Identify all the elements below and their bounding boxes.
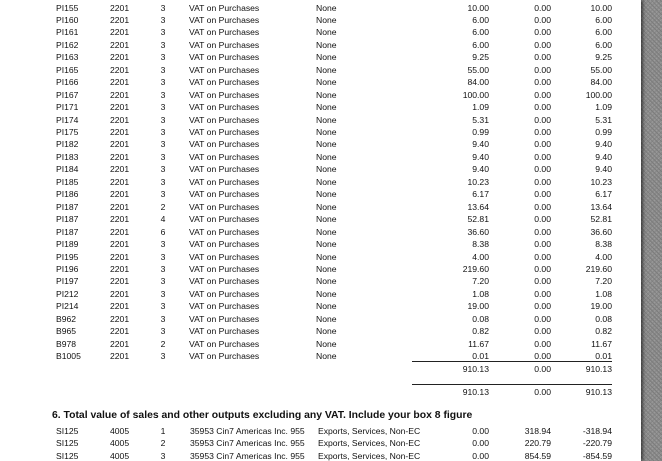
cell-gross: 9.40 [595, 164, 612, 175]
cell-details: VAT on Purchases [189, 263, 260, 274]
table-row [0, 288, 641, 300]
cell-net: 0.82 [472, 326, 489, 337]
cell-ref: PI174 [56, 114, 79, 125]
cell-line: 3 [160, 102, 166, 113]
table-row [0, 39, 641, 51]
table-row [0, 226, 641, 238]
cell-gross: 1.08 [595, 288, 612, 299]
cell-nominal: 2201 [110, 326, 130, 337]
cell-analysis: None [316, 338, 337, 349]
cell-nominal: 2201 [110, 276, 130, 287]
cell-net: 6.00 [472, 14, 489, 25]
cell-tax: 0.00 [534, 164, 551, 175]
table-row [0, 313, 641, 325]
table-row [0, 138, 641, 150]
table-row [0, 176, 641, 188]
cell-gross: 9.40 [595, 139, 612, 150]
cell-gross: 6.17 [595, 189, 612, 200]
cell-nominal: 2201 [110, 77, 130, 88]
cell-details: VAT on Purchases [189, 351, 260, 362]
cell-ref: PI212 [56, 288, 79, 299]
cell-ref: PI182 [56, 139, 79, 150]
cell-line: 2 [160, 338, 166, 349]
cell-tax: 0.00 [534, 77, 551, 88]
cell-net: 11.67 [468, 338, 489, 349]
cell-analysis: None [316, 214, 337, 225]
cell-details: VAT on Purchases [189, 189, 260, 200]
cell-nominal: 2201 [110, 139, 130, 150]
cell-net: 10.23 [467, 176, 489, 187]
cell-line: 3 [160, 251, 166, 262]
cell-details: VAT on Purchases [189, 14, 260, 25]
cell-line: 3 [160, 151, 166, 162]
cell-line: 3 [160, 164, 166, 175]
cell-nominal: 2201 [110, 102, 130, 113]
cell-analysis: None [316, 226, 337, 237]
cell-gross: -220.79 [582, 438, 612, 449]
cell-nominal: 2201 [110, 39, 130, 50]
cell-tax: 0.00 [534, 351, 551, 362]
cell-net: 0.00 [472, 438, 489, 449]
cell-analysis: None [316, 351, 337, 362]
table-row [0, 425, 641, 437]
cell-details: VAT on Purchases [189, 164, 260, 175]
cell-tax: 220.79 [524, 438, 551, 449]
cell-gross: 52.81 [590, 214, 612, 225]
table-row [0, 76, 641, 88]
cell-ref: B962 [56, 313, 77, 324]
cell-line: 2 [160, 201, 166, 212]
cell-net: 0.01 [472, 351, 489, 362]
cell-nominal: 2201 [110, 27, 130, 38]
cell-line: 3 [160, 288, 166, 299]
cell-gross: 6.00 [595, 39, 612, 50]
cell-nominal: 2201 [110, 164, 130, 175]
cell-ref: SI125 [56, 438, 79, 449]
cell-net: 9.40 [472, 151, 489, 162]
cell-net: 84.00 [467, 77, 489, 88]
cell-line: 3 [160, 450, 166, 461]
table-row [0, 238, 641, 250]
cell-ref: PI195 [56, 251, 79, 262]
cell-nominal: 2201 [110, 127, 130, 137]
cell-gross: -318.94 [582, 426, 612, 436]
cell-nominal: 2201 [110, 114, 130, 125]
cell-ref: PI197 [56, 276, 79, 287]
cell-gross: 0.99 [595, 127, 612, 137]
cell-tax: 0.00 [534, 189, 551, 200]
cell-details: VAT on Purchases [189, 239, 260, 250]
cell-gross: 100.00 [585, 89, 612, 100]
cell-line: 3 [160, 127, 166, 137]
cell-account: 35953 Cin7 Americas Inc. 955 [190, 450, 305, 461]
cell-details: Exports, Services, Non-EC [318, 450, 421, 461]
cell-tax: 0.00 [534, 2, 551, 13]
cell-ref: PI161 [56, 27, 79, 38]
cell-tax: 0.00 [534, 326, 551, 337]
cell-ref: PI187 [56, 226, 79, 237]
cell-tax: 0.00 [534, 301, 551, 312]
cell-gross: 13.64 [590, 201, 612, 212]
cell-details: VAT on Purchases [189, 139, 260, 150]
cell-ref: PI162 [56, 39, 79, 50]
cell-ref: PI187 [56, 201, 79, 212]
cell-analysis: None [316, 102, 337, 113]
cell-gross: 36.60 [590, 226, 612, 237]
cell-tax: 0.00 [534, 338, 551, 349]
table-row [0, 163, 641, 175]
cell-line: 3 [160, 176, 166, 187]
cell-gross: -854.59 [582, 450, 612, 461]
table-row [0, 114, 641, 126]
cell-details: VAT on Purchases [189, 102, 260, 113]
cell-tax: 0.00 [534, 127, 551, 137]
cell-tax: 0.00 [534, 27, 551, 38]
cell-analysis: None [316, 326, 337, 337]
cell-tax: 0.00 [534, 251, 551, 262]
cell-net: 5.31 [472, 114, 489, 125]
cell-ref: B965 [56, 326, 77, 337]
cell-details: VAT on Purchases [189, 214, 260, 225]
cell-nominal: 2201 [110, 64, 130, 75]
cell-analysis: None [316, 14, 337, 25]
cell-ref: PI196 [56, 263, 79, 274]
table-row [0, 213, 641, 225]
cell-net: 1.09 [472, 102, 489, 113]
cell-details: VAT on Purchases [189, 64, 260, 75]
cell-ref: PI165 [56, 64, 79, 75]
cell-nominal: 2201 [110, 239, 130, 250]
cell-tax: 0.00 [534, 114, 551, 125]
subtotal-net: 910.13 [462, 364, 489, 374]
cell-net: 36.60 [467, 226, 489, 237]
cell-analysis: None [316, 27, 337, 38]
table-row [0, 101, 641, 113]
table-row [0, 151, 641, 163]
table-row [0, 126, 641, 138]
cell-ref: PI155 [56, 2, 79, 13]
cell-analysis: None [316, 64, 337, 75]
cell-nominal: 4005 [110, 426, 130, 436]
cell-line: 3 [160, 326, 166, 337]
cell-line: 3 [160, 263, 166, 274]
cell-details: VAT on Purchases [189, 151, 260, 162]
cell-gross: 84.00 [590, 77, 612, 88]
cell-nominal: 2201 [110, 351, 130, 362]
cell-tax: 0.00 [534, 226, 551, 237]
cell-tax: 0.00 [534, 14, 551, 25]
cell-tax: 854.59 [524, 450, 551, 461]
cell-analysis: None [316, 239, 337, 250]
cell-details: VAT on Purchases [189, 127, 260, 137]
cell-tax: 0.00 [534, 201, 551, 212]
cell-analysis: None [316, 39, 337, 50]
cell-nominal: 2201 [110, 151, 130, 162]
table-row [0, 51, 641, 63]
cell-line: 6 [160, 226, 166, 237]
cell-analysis: None [316, 151, 337, 162]
cell-net: 9.25 [472, 52, 489, 63]
total-tax: 0.00 [534, 387, 551, 397]
cell-analysis: None [316, 114, 337, 125]
cell-details: VAT on Purchases [189, 114, 260, 125]
cell-gross: 9.40 [595, 151, 612, 162]
cell-nominal: 2201 [110, 176, 130, 187]
cell-ref: PI166 [56, 77, 79, 88]
cell-tax: 0.00 [534, 313, 551, 324]
cell-line: 3 [160, 139, 166, 150]
cell-tax: 0.00 [534, 276, 551, 287]
cell-net: 13.64 [467, 201, 489, 212]
cell-tax: 0.00 [534, 64, 551, 75]
table-row [0, 263, 641, 275]
cell-nominal: 2201 [110, 338, 130, 349]
cell-nominal: 2201 [110, 301, 130, 312]
cell-analysis: None [316, 89, 337, 100]
table-row [0, 338, 641, 350]
table-row [0, 201, 641, 213]
table-row [0, 64, 641, 76]
cell-details: Exports, Services, Non-EC [318, 426, 421, 436]
cell-nominal: 4005 [110, 438, 130, 449]
cell-line: 3 [160, 313, 166, 324]
cell-net: 9.40 [472, 139, 489, 150]
cell-net: 4.00 [472, 251, 489, 262]
cell-analysis: None [316, 288, 337, 299]
cell-tax: 0.00 [534, 176, 551, 187]
cell-details: VAT on Purchases [189, 201, 260, 212]
cell-line: 3 [160, 301, 166, 312]
cell-nominal: 2201 [110, 189, 130, 200]
cell-line: 3 [160, 276, 166, 287]
cell-net: 0.00 [472, 450, 489, 461]
cell-ref: B1005 [56, 351, 81, 362]
cell-ref: PI167 [56, 89, 79, 100]
cell-tax: 0.00 [534, 139, 551, 150]
table-row [0, 275, 641, 287]
cell-details: VAT on Purchases [189, 276, 260, 287]
cell-analysis: None [316, 164, 337, 175]
cell-nominal: 2201 [110, 52, 130, 63]
total-gross: 910.13 [585, 387, 612, 397]
total-net: 910.13 [462, 387, 489, 397]
cell-ref: PI160 [56, 14, 79, 25]
cell-analysis: None [316, 276, 337, 287]
cell-ref: PI185 [56, 176, 79, 187]
cell-details: VAT on Purchases [189, 338, 260, 349]
table-row [0, 14, 641, 26]
cell-ref: PI214 [56, 301, 79, 312]
cell-tax: 0.00 [534, 263, 551, 274]
cell-analysis: None [316, 251, 337, 262]
cell-analysis: None [316, 313, 337, 324]
cell-details: VAT on Purchases [189, 251, 260, 262]
cell-net: 9.40 [472, 164, 489, 175]
cell-line: 4 [160, 214, 166, 225]
cell-net: 100.00 [462, 89, 489, 100]
cell-gross: 0.01 [595, 351, 612, 362]
cell-tax: 0.00 [534, 89, 551, 100]
cell-gross: 11.67 [591, 338, 612, 349]
cell-analysis: None [316, 201, 337, 212]
cell-line: 3 [160, 14, 166, 25]
cell-line: 3 [160, 239, 166, 250]
subtotal-tax: 0.00 [534, 364, 551, 374]
cell-ref: PI183 [56, 151, 79, 162]
cell-details: VAT on Purchases [189, 326, 260, 337]
cell-gross: 5.31 [595, 114, 612, 125]
cell-details: VAT on Purchases [189, 2, 260, 13]
subtotal-gross: 910.13 [585, 364, 612, 374]
cell-analysis: None [316, 77, 337, 88]
cell-nominal: 2201 [110, 14, 130, 25]
cell-details: VAT on Purchases [189, 176, 260, 187]
cell-line: 3 [160, 64, 166, 75]
cell-line: 3 [160, 351, 166, 362]
subtotal-rule [412, 361, 612, 362]
cell-line: 3 [160, 189, 166, 200]
cell-tax: 0.00 [534, 288, 551, 299]
cell-nominal: 4005 [110, 450, 130, 461]
cell-analysis: None [316, 176, 337, 187]
cell-net: 0.08 [472, 313, 489, 324]
cell-analysis: None [316, 263, 337, 274]
cell-analysis: None [316, 2, 337, 13]
cell-line: 3 [160, 2, 166, 13]
cell-line: 3 [160, 89, 166, 100]
cell-net: 6.17 [472, 189, 489, 200]
cell-gross: 1.09 [595, 102, 612, 113]
total-rule [412, 384, 612, 385]
table-row [0, 188, 641, 200]
cell-details: Exports, Services, Non-EC [318, 438, 421, 449]
table-row [0, 2, 641, 14]
cell-analysis: None [316, 301, 337, 312]
cell-nominal: 2201 [110, 226, 130, 237]
table-row [0, 251, 641, 263]
cell-ref: PI184 [56, 164, 79, 175]
cell-ref: SI125 [56, 450, 79, 461]
cell-details: VAT on Purchases [189, 27, 260, 38]
cell-nominal: 2201 [110, 89, 130, 100]
cell-gross: 6.00 [595, 14, 612, 25]
cell-tax: 0.00 [534, 151, 551, 162]
cell-net: 6.00 [472, 27, 489, 38]
cell-net: 10.00 [467, 2, 489, 13]
cell-analysis: None [316, 139, 337, 150]
table-row [0, 26, 641, 38]
cell-gross: 8.38 [595, 239, 612, 250]
cell-details: VAT on Purchases [189, 288, 260, 299]
cell-tax: 0.00 [534, 102, 551, 113]
cell-analysis: None [316, 189, 337, 200]
cell-ref: PI189 [56, 239, 79, 250]
cell-net: 0.99 [472, 127, 489, 137]
cell-ref: PI171 [56, 102, 79, 113]
cell-account: 35953 Cin7 Americas Inc. 955 [190, 426, 305, 436]
cell-net: 6.00 [472, 39, 489, 50]
cell-analysis: None [316, 127, 337, 137]
cell-net: 0.00 [472, 426, 489, 436]
cell-details: VAT on Purchases [189, 39, 260, 50]
cell-line: 2 [160, 438, 166, 449]
cell-tax: 0.00 [534, 52, 551, 63]
cell-nominal: 2201 [110, 263, 130, 274]
cell-net: 7.20 [472, 276, 489, 287]
cell-ref: B978 [56, 338, 77, 349]
cell-nominal: 2201 [110, 313, 130, 324]
cell-details: VAT on Purchases [189, 313, 260, 324]
cell-tax: 0.00 [534, 39, 551, 50]
table-row [0, 89, 641, 101]
cell-gross: 0.08 [595, 313, 612, 324]
cell-net: 8.38 [472, 239, 489, 250]
cell-details: VAT on Purchases [189, 226, 260, 237]
cell-nominal: 2201 [110, 201, 130, 212]
cell-line: 3 [160, 114, 166, 125]
section-6-heading: 6. Total value of sales and other outputs excluding any VAT. Include your box 8 figure [52, 410, 473, 421]
table-row [0, 300, 641, 312]
cell-line: 3 [160, 39, 166, 50]
cell-gross: 9.25 [595, 52, 612, 63]
cell-nominal: 2201 [110, 214, 130, 225]
cell-nominal: 2201 [110, 2, 130, 13]
cell-line: 1 [160, 426, 166, 436]
cell-ref: PI186 [56, 189, 79, 200]
cell-net: 52.81 [467, 214, 489, 225]
cell-details: VAT on Purchases [189, 52, 260, 63]
cell-gross: 55.00 [590, 64, 612, 75]
cell-ref: PI187 [56, 214, 79, 225]
table-row [0, 450, 641, 461]
cell-ref: SI125 [56, 426, 79, 436]
cell-gross: 7.20 [595, 276, 612, 287]
cell-net: 55.00 [467, 64, 489, 75]
cell-gross: 0.82 [595, 326, 612, 337]
cell-line: 3 [160, 27, 166, 38]
cell-net: 219.60 [462, 263, 489, 274]
cell-tax: 318.94 [524, 426, 551, 436]
cell-nominal: 2201 [110, 288, 130, 299]
table-row [0, 437, 641, 449]
cell-line: 3 [160, 52, 166, 63]
cell-ref: PI163 [56, 52, 79, 63]
cell-gross: 6.00 [595, 27, 612, 38]
table-row [0, 325, 641, 337]
cell-gross: 19.00 [590, 301, 612, 312]
cell-gross: 4.00 [595, 251, 612, 262]
cell-gross: 10.00 [590, 2, 612, 13]
cell-line: 3 [160, 77, 166, 88]
cell-analysis: None [316, 52, 337, 63]
cell-details: VAT on Purchases [189, 301, 260, 312]
cell-account: 35953 Cin7 Americas Inc. 955 [190, 438, 305, 449]
cell-details: VAT on Purchases [189, 89, 260, 100]
cell-net: 19.00 [467, 301, 489, 312]
cell-details: VAT on Purchases [189, 77, 260, 88]
cell-net: 1.08 [472, 288, 489, 299]
cell-tax: 0.00 [534, 214, 551, 225]
cell-gross: 219.60 [585, 263, 612, 274]
cell-gross: 10.23 [590, 176, 612, 187]
cell-tax: 0.00 [534, 239, 551, 250]
cell-nominal: 2201 [110, 251, 130, 262]
cell-ref: PI175 [56, 127, 79, 137]
